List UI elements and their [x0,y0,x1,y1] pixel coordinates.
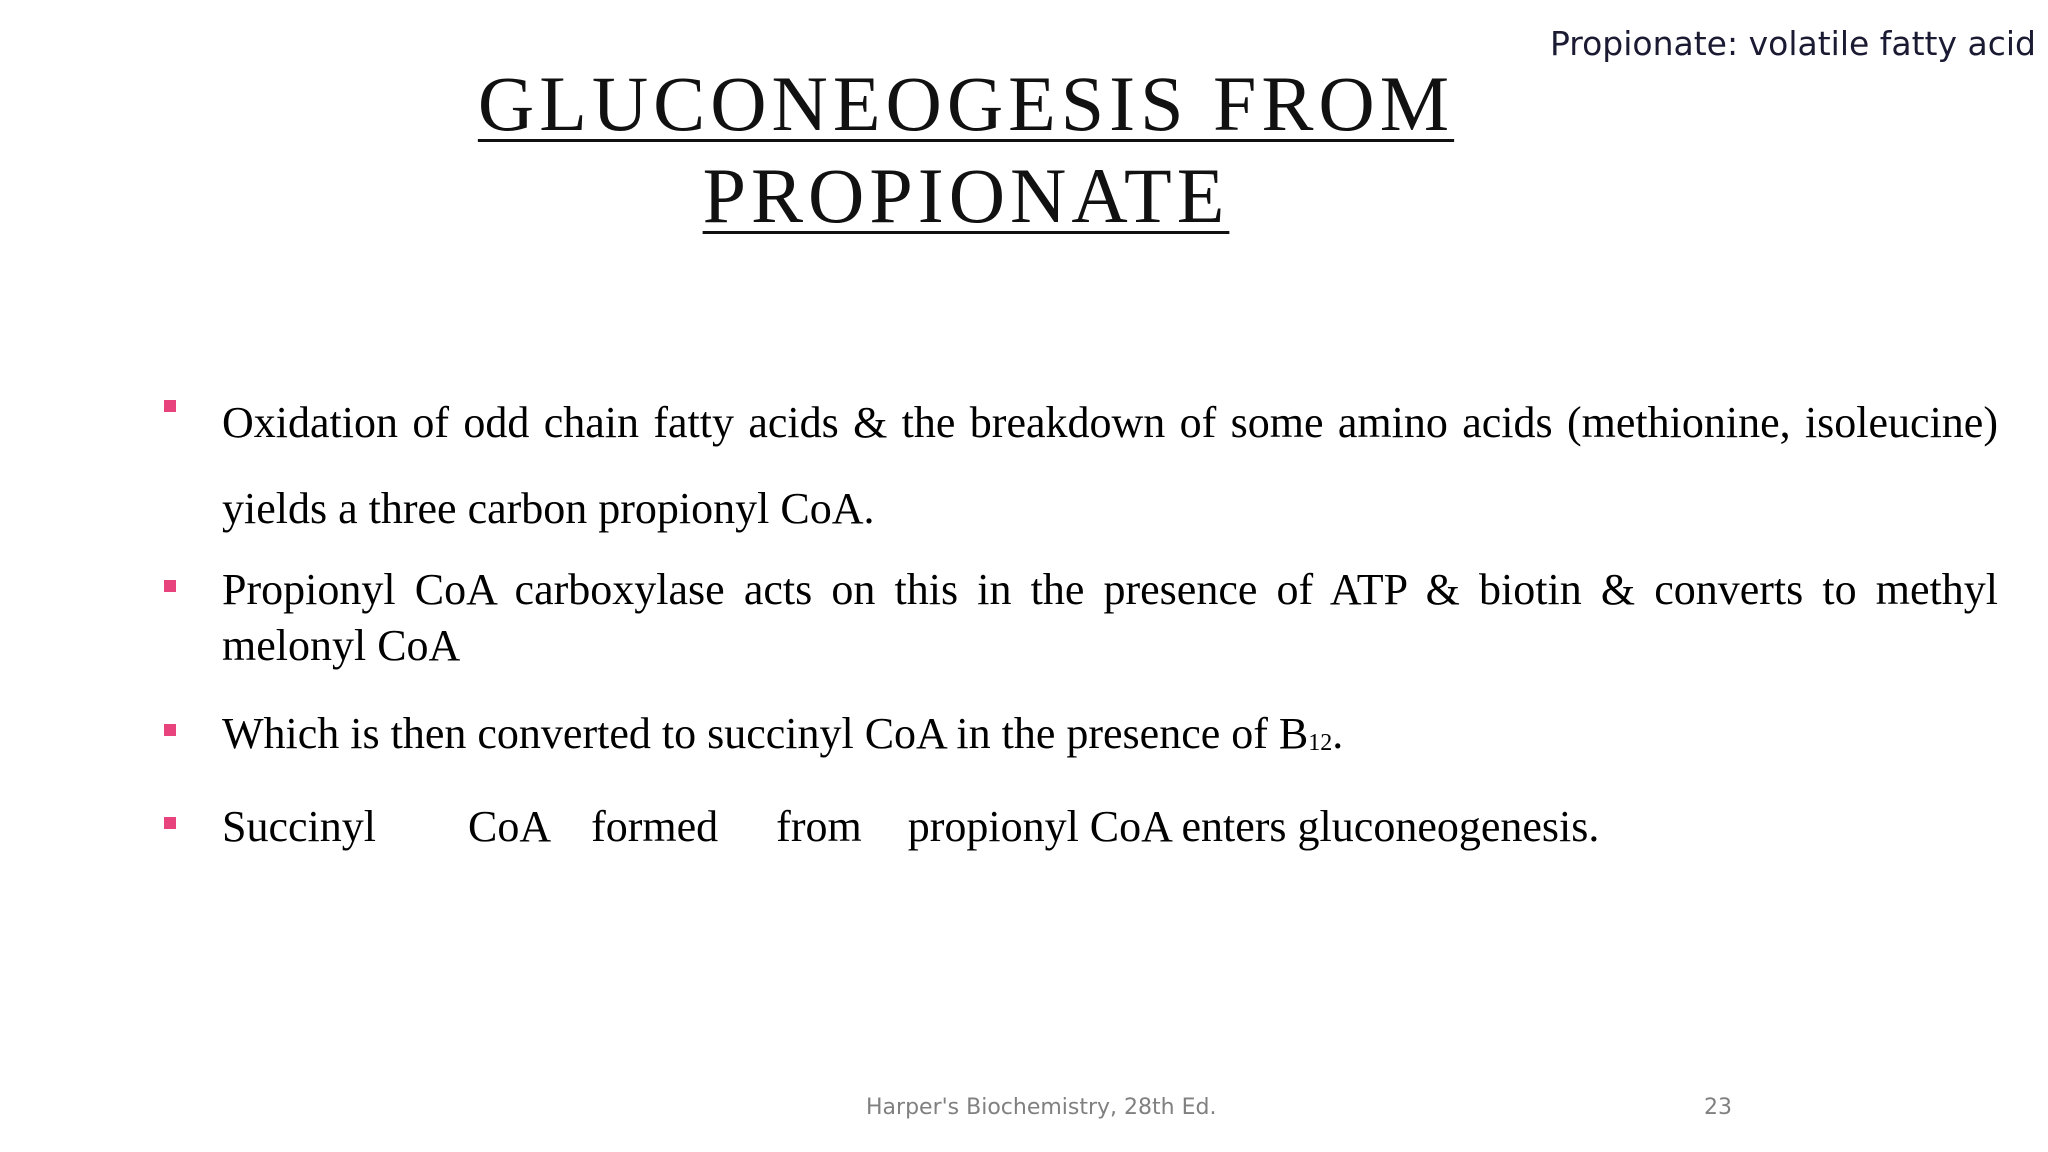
bullet-text: propionyl CoA enters gluconeogenesis. [907,802,1600,851]
bullet-marker-icon [164,400,176,412]
slide-number: 23 [1704,1095,1732,1120]
slide-note: Propionate: volatile fatty acid [1549,24,2036,63]
bullet-word: Succinyl [222,802,376,851]
bullet-text-end: . [1332,709,1344,758]
slide-title-line-2: PROPIONATE [702,152,1230,239]
bullet-word: CoA [467,802,552,851]
bullet-text: Propionyl CoA carboxylase acts on this in the presence of ATP & biotin & converts to methyl melonyl CoA [222,565,1998,670]
slide-title [0,58,1932,242]
footer-source: Harper's Biochemistry, 28th Ed. [866,1095,1217,1120]
bullet-item-carboxylase [160,562,1998,674]
bullet-list [160,380,1998,855]
bullet-text: Which is then converted to succinyl CoA in the presence of B [222,709,1309,758]
bullet-item-oxidation [160,380,1998,552]
bullet-marker-icon [164,580,176,592]
bullet-word: formed [591,802,719,851]
bullet-word: from [776,802,862,851]
bullet-item-gluconeogenesis [160,799,1998,855]
bullet-item-succinyl-conversion [160,706,1998,769]
bullet-marker-icon [164,817,176,829]
bullet-marker-icon [164,724,176,736]
slide-title-line-1: GLUCONEOGESIS FROM [477,60,1455,147]
vitamin-subscript: 12 [1308,730,1333,756]
bullet-text: Oxidation of odd chain fatty acids & the breakdown of some amino acids (methionine, isoleucine) yields a three carbon propionyl CoA. [222,398,1998,533]
